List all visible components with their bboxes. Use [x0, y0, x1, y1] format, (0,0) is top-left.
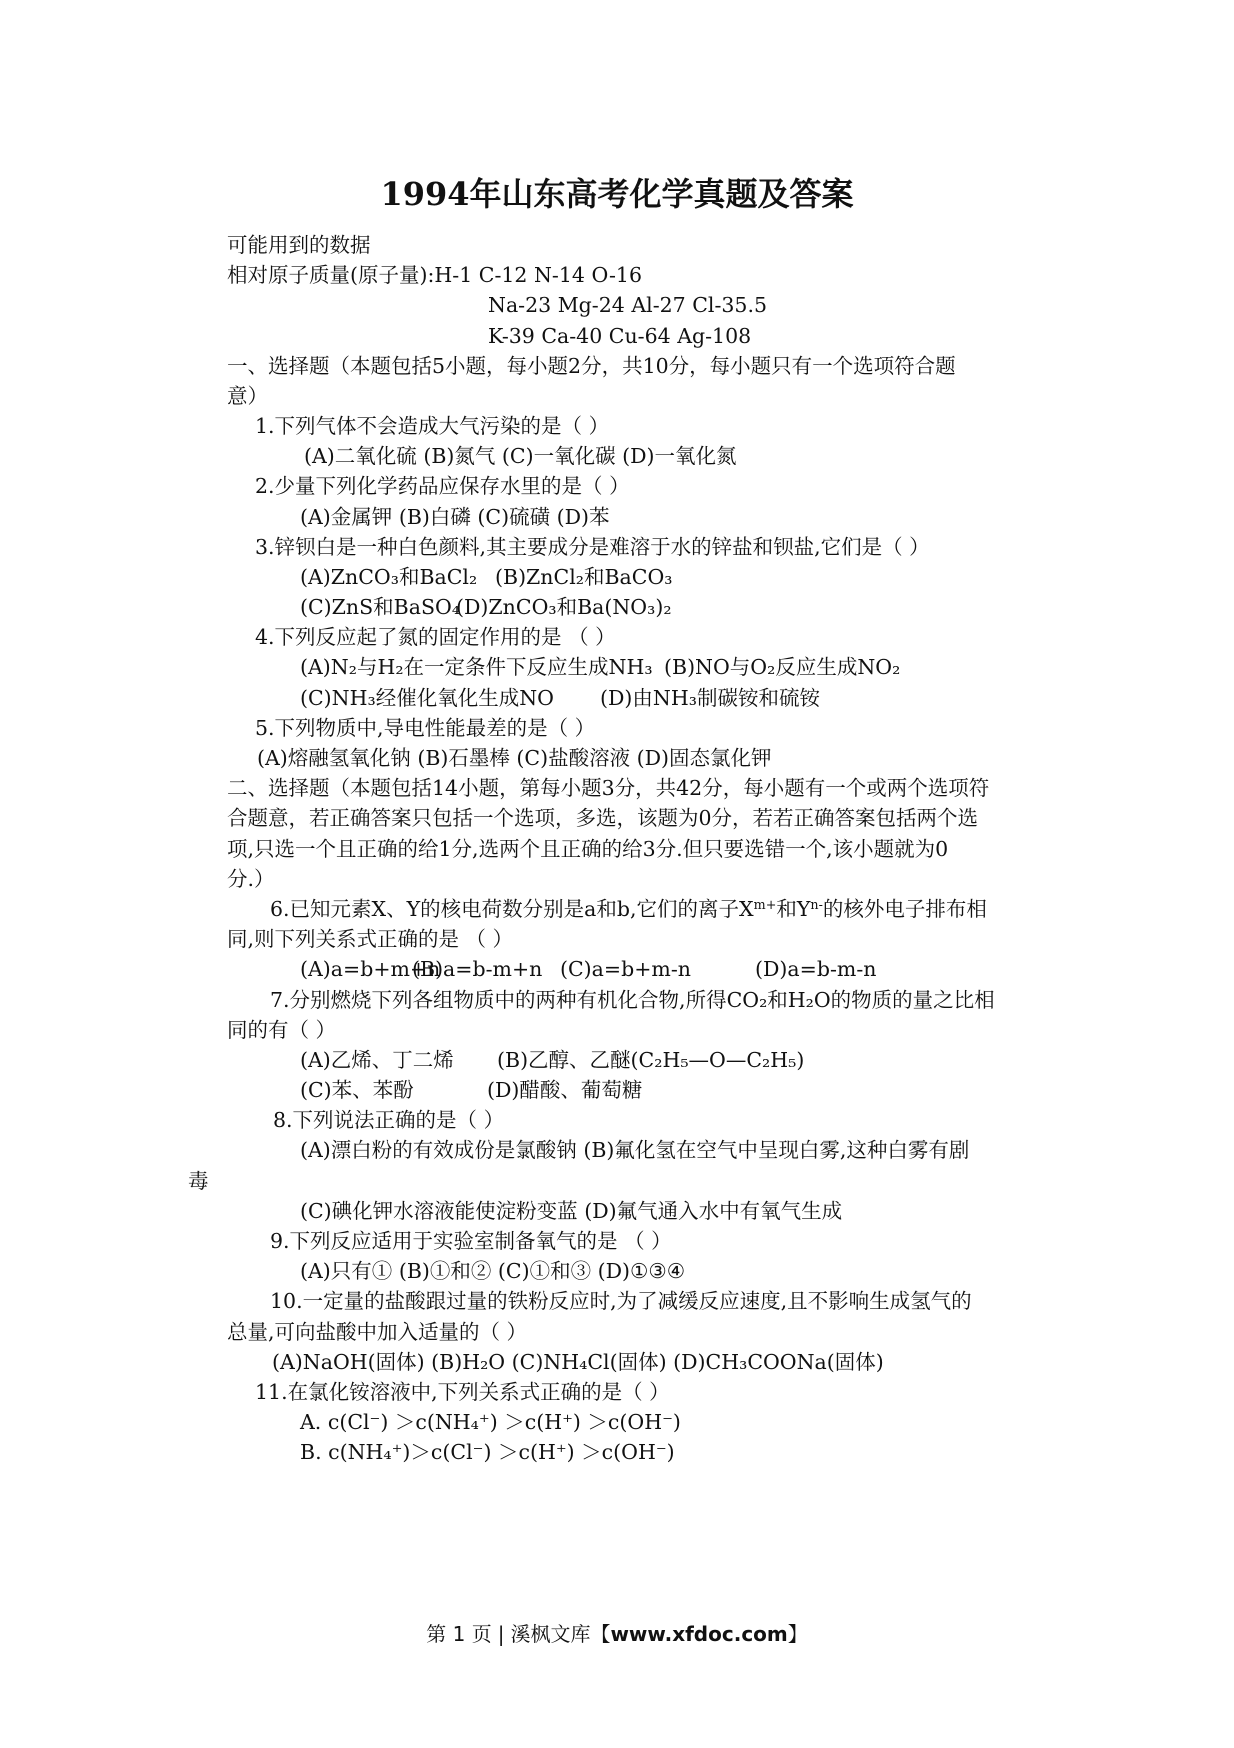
atomic-mass-row-1: 相对原子质量(原子量):H-1 C-12 N-14 O-16: [227, 263, 643, 287]
section-2-heading: 二、选择题（本题包括14小题，第每小题3分，共42分，每小题有一个或两个选项符: [227, 776, 990, 800]
footer-bracket: 】: [787, 1622, 808, 1646]
section-1-heading-wrap: 意）: [227, 384, 268, 408]
atomic-mass-row-3: K-39 Ca-40 Cu-64 Ag-108: [488, 324, 752, 348]
footer-url-link[interactable]: www.xfdoc.com: [610, 1622, 788, 1646]
footer-page-suffix: 页: [471, 1622, 492, 1646]
question-9-stem: 9.下列反应适用于实验室制备氧气的是 （ ）: [270, 1229, 672, 1253]
question-2-stem: 2.少量下列化学药品应保存水里的是（ ）: [255, 474, 630, 498]
question-3-option-d: (D)ZnCO₃和Ba(NO₃)₂: [456, 595, 672, 619]
question-11-option-a: A. c(Cl⁻) ＞c(NH₄⁺) ＞c(H⁺) ＞c(OH⁻): [300, 1410, 681, 1434]
question-6-stem-wrap: 同,则下列关系式正确的是 （ ）: [227, 927, 514, 951]
question-3-option-c: (C)ZnS和BaSO₄: [300, 595, 461, 619]
question-4-option-d: (D)由NH₃制碳铵和硫铵: [600, 686, 820, 710]
question-4-option-c: (C)NH₃经催化氧化生成NO: [300, 686, 554, 710]
question-10-stem-wrap: 总量,可向盐酸中加入适量的（ ）: [227, 1320, 528, 1344]
question-4-option-b: (B)NO与O₂反应生成NO₂: [664, 655, 901, 679]
question-5-stem: 5.下列物质中,导电性能最差的是（ ）: [255, 716, 596, 740]
question-3-option-b: (B)ZnCl₂和BaCO₃: [495, 565, 673, 589]
section-1-heading: 一、选择题（本题包括5小题，每小题2分，共10分，每小题只有一个选项符合题: [227, 354, 956, 378]
question-1-stem: 1.下列气体不会造成大气污染的是（ ）: [255, 414, 610, 438]
footer-separator: |: [497, 1622, 505, 1646]
question-8-options-ab-wrap: 毒: [188, 1169, 209, 1193]
question-6-option-b: (B)a=b-m+n: [412, 957, 543, 981]
document-title: 1994年山东高考化学真题及答案: [380, 175, 854, 213]
section-2-heading-wrap-1: 合题意，若正确答案只包括一个选项，多选，该题为0分，若若正确答案包括两个选: [227, 806, 979, 830]
question-4-option-a: (A)N₂与H₂在一定条件下反应生成NH₃: [300, 655, 653, 679]
section-2-heading-wrap-2: 项,只选一个且正确的给1分,选两个且正确的给3分.但只要选错一个,该小题就为0: [227, 837, 949, 861]
question-8-options-ab: (A)漂白粉的有效成份是氯酸钠 (B)氟化氢在空气中呈现白雾,这种白雾有剧: [300, 1138, 970, 1162]
question-10-stem: 10.一定量的盐酸跟过量的铁粉反应时,为了减缓反应速度,且不影响生成氢气的: [270, 1289, 972, 1313]
question-11-option-b: B. c(NH₄⁺)＞c(Cl⁻) ＞c(H⁺) ＞c(OH⁻): [300, 1440, 675, 1464]
footer-library-name: 溪枫文库【: [510, 1622, 611, 1646]
question-7-option-a: (A)乙烯、丁二烯: [300, 1048, 454, 1072]
question-6-option-c: (C)a=b+m-n: [560, 957, 691, 981]
question-7-stem-wrap: 同的有（ ）: [227, 1018, 337, 1042]
question-11-stem: 11.在氯化铵溶液中,下列关系式正确的是（ ）: [255, 1380, 670, 1404]
question-8-options-cd: (C)碘化钾水溶液能使淀粉变蓝 (D)氟气通入水中有氧气生成: [300, 1199, 843, 1223]
question-8-stem: 8.下列说法正确的是（ ）: [273, 1108, 505, 1132]
question-7-stem: 7.分别燃烧下列各组物质中的两种有机化合物,所得CO₂和H₂O的物质的量之比相: [270, 988, 995, 1012]
question-7-option-b: (B)乙醇、乙醚(C₂H₅—O—C₂H₅): [497, 1048, 805, 1072]
section-2-heading-wrap-3: 分.）: [227, 867, 275, 891]
atomic-mass-row-2: Na-23 Mg-24 Al-27 Cl-35.5: [488, 293, 768, 317]
question-6-option-d: (D)a=b-m-n: [755, 957, 877, 981]
question-4-stem: 4.下列反应起了氮的固定作用的是 （ ）: [255, 625, 616, 649]
question-10-options: (A)NaOH(固体) (B)H₂O (C)NH₄Cl(固体) (D)CH₃COONa(固体): [272, 1350, 884, 1374]
question-9-options: (A)只有① (B)①和② (C)①和③ (D)①③④: [300, 1259, 686, 1283]
question-6-stem: 6.已知元素X、Y的核电荷数分别是a和b,它们的离子$X^{m+}$和$Y^{n-}$的核外电子排布相: [270, 897, 987, 921]
data-heading: 可能用到的数据: [227, 233, 371, 257]
question-7-option-c: (C)苯、苯酚: [300, 1078, 414, 1102]
footer-page-prefix: 第: [426, 1622, 447, 1646]
question-1-options: (A)二氧化硫 (B)氮气 (C)一氧化碳 (D)一氧化氮: [304, 444, 737, 468]
question-6-option-a: (A)a=b+m+n: [300, 957, 441, 981]
question-7-option-d: (D)醋酸、葡萄糖: [487, 1078, 643, 1102]
question-5-options: (A)熔融氢氧化钠 (B)石墨棒 (C)盐酸溶液 (D)固态氯化钾: [257, 746, 772, 770]
question-3-option-a: (A)ZnCO₃和BaCl₂: [300, 565, 478, 589]
page-footer: [0, 1620, 1234, 1648]
footer-page-number: 1: [452, 1622, 466, 1646]
question-2-options: (A)金属钾 (B)白磷 (C)硫磺 (D)苯: [300, 505, 610, 529]
question-3-stem: 3.锌钡白是一种白色颜料,其主要成分是难溶于水的锌盐和钡盐,它们是（ ）: [255, 535, 930, 559]
